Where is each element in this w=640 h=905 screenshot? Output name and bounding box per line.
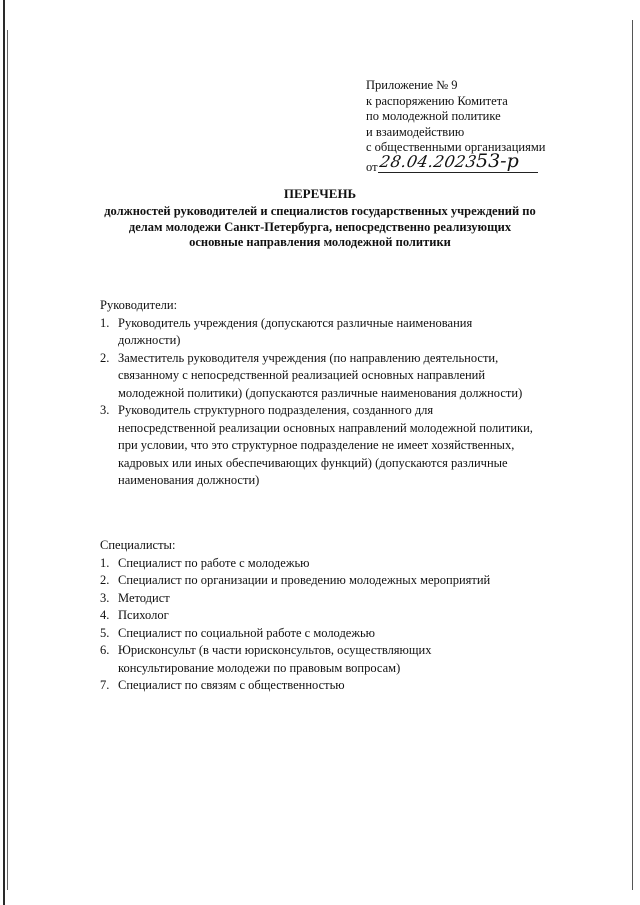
list-item [100, 315, 533, 350]
handwritten-number: 53-р [476, 150, 519, 172]
item-line: при условии, что это структурное подразделение не имеет хозяйственных, [118, 438, 515, 452]
item-number: 5. [100, 625, 110, 640]
title-main: ПЕРЕЧЕНЬ [283, 186, 357, 201]
appendix-line: к распоряжению Комитета [366, 93, 508, 108]
underline [378, 172, 538, 173]
document-title [60, 186, 580, 251]
item-line: кадровых или иных обеспечивающих функций) (допускаются различные [118, 455, 508, 470]
list-item [100, 572, 490, 590]
list-item [100, 625, 490, 643]
item-number: 4. [100, 608, 110, 622]
item-line: Заместитель руководителя учреждения (по направлению деятельности, [118, 350, 499, 365]
leaders-section [100, 297, 533, 490]
item-line: наименования должности) [118, 473, 260, 487]
title-line: основные направления молодежной политики [189, 235, 451, 250]
item-line: Специалист по связям с общественностью [118, 678, 345, 692]
scan-edge-right [632, 20, 633, 890]
item-line: Юрисконсульт (в части юрисконсультов, осуществляющих [118, 643, 432, 657]
item-number: 1. [100, 555, 110, 570]
item-line: связанному с непосредственной реализацией основных направлений [118, 368, 486, 382]
title-line: делам молодежи Санкт-Петербурга, непосредственно реализующих [128, 219, 512, 234]
list-item [100, 642, 490, 677]
specialists-heading: Специалисты: [100, 538, 176, 552]
item-line: Руководитель учреждения (допускаются различные наименования [118, 315, 473, 330]
item-line: молодежной политики) (допускаются различные наименования должности) [118, 385, 523, 400]
item-line: должности) [118, 333, 181, 347]
list-item [100, 555, 490, 573]
leaders-heading: Руководители: [100, 298, 178, 312]
appendix-line: с общественными организациями [366, 140, 546, 154]
specialists-section [100, 537, 490, 695]
list-item [100, 607, 490, 625]
list-item [100, 677, 490, 695]
appendix-date-number [366, 152, 536, 176]
item-line: Методист [118, 590, 170, 605]
list-item [100, 590, 490, 608]
appendix-line: Приложение № 9 [366, 78, 458, 92]
handwritten-date: 28.04.2023 [378, 152, 479, 171]
appendix-line: и взаимодействию [366, 124, 465, 139]
list-item [100, 350, 533, 403]
leaders-list [100, 315, 533, 490]
item-line: Психолог [118, 608, 169, 622]
list-item [100, 402, 533, 490]
scan-edge-left [3, 0, 5, 905]
specialists-list [100, 555, 490, 695]
appendix-block [366, 78, 545, 156]
item-number: 3. [100, 403, 110, 417]
item-number: 2. [100, 573, 110, 587]
item-number: 2. [100, 350, 110, 365]
item-line: Руководитель структурного подразделения, созданного для [118, 403, 434, 417]
title-line: должностей руководителей и специалистов государственных учреждений по [104, 203, 536, 218]
item-number: 3. [100, 590, 110, 605]
item-number: 1. [100, 315, 110, 330]
date-prefix: от [366, 160, 378, 174]
item-line: Специалист по социальной работе с молодежью [118, 625, 376, 640]
item-line: консультирование молодежи по правовым вопросам) [118, 660, 401, 675]
scan-edge-left-inner [7, 30, 8, 890]
item-number: 7. [100, 678, 110, 692]
item-line: Специалист по работе с молодежью [118, 555, 310, 570]
item-line: Специалист по организации и проведению молодежных мероприятий [118, 573, 491, 587]
appendix-line: по молодежной политике [366, 109, 501, 123]
item-line: непосредственной реализации основных направлений молодежной политики, [118, 420, 533, 435]
item-number: 6. [100, 643, 110, 657]
